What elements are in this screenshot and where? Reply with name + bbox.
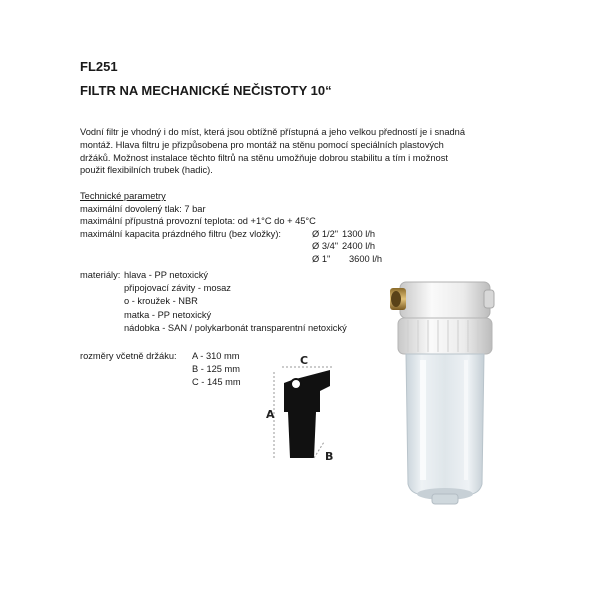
dimension-value: C - 145 mm bbox=[192, 376, 241, 387]
capacity-size: Ø 1/2" bbox=[312, 228, 339, 239]
capacity-size: Ø 3/4" bbox=[312, 241, 339, 252]
filter-head bbox=[400, 282, 490, 318]
filter-photo bbox=[384, 278, 504, 518]
capacity-row bbox=[80, 253, 383, 266]
inlet-opening bbox=[391, 291, 401, 307]
transparent-bowl bbox=[406, 354, 484, 494]
filter-bracket-shape bbox=[284, 370, 330, 391]
technical-heading: Technické parametry bbox=[80, 191, 166, 201]
dimension-c-letter: C bbox=[300, 354, 309, 367]
capacity-size: Ø 1" bbox=[312, 253, 331, 264]
material-item: matka - PP netoxický bbox=[124, 309, 212, 320]
max-pressure: maximální dovolený tlak: 7 bar bbox=[80, 203, 206, 214]
description-line: držáků. Možnost instalace těchto filtrů na stěnu umožňuje dobrou stabilitu a tím i možnost bbox=[80, 152, 448, 163]
product-description bbox=[80, 126, 520, 177]
material-item: připojovací závity - mosaz bbox=[124, 283, 231, 294]
materials-label: materiály: bbox=[80, 270, 121, 280]
material-item: nádobka - SAN / polykarbonát transparentní netoxický bbox=[124, 322, 347, 333]
description-line: montáž. Hlava filtru je přizpůsobena pro montáž na stěnu pomocí speciálních plastových bbox=[80, 139, 444, 150]
dimension-diagram bbox=[264, 350, 344, 466]
description-line: použit flexibilních trubek (hadic). bbox=[80, 165, 213, 176]
material-item: o - kroužek - NBR bbox=[124, 296, 198, 307]
dimension-b-letter: B bbox=[325, 450, 334, 463]
technical-parameters bbox=[80, 190, 383, 266]
drain-plug bbox=[432, 494, 458, 504]
description-line: Vodní filtr je vhodný i do míst, která jsou obtížně přístupná a jeho velkou předností je i snadná bbox=[80, 127, 466, 137]
product-title: FILTR NA MECHANICKÉ NEČISTOTY 10“ bbox=[80, 83, 332, 98]
capacity-flow: 3600 l/h bbox=[349, 253, 383, 264]
max-temperature: maximální přípustná provozní teplota: od +1°C do + 45°C bbox=[80, 216, 316, 227]
bowl-highlight bbox=[464, 360, 468, 480]
dimension-value: B - 125 mm bbox=[192, 363, 241, 374]
dimensions-label: rozměry včetně držáku: bbox=[80, 351, 177, 361]
filter-bowl-shape bbox=[288, 412, 316, 458]
capacity-row bbox=[80, 228, 376, 241]
product-code: FL251 bbox=[80, 59, 118, 74]
bowl-highlight bbox=[420, 360, 426, 480]
capacity-flow: 1300 l/h bbox=[342, 228, 376, 239]
capacity-row bbox=[80, 240, 376, 253]
filter-port-shape bbox=[291, 379, 301, 389]
dimension-a-letter: A bbox=[266, 408, 275, 421]
filter-head-shape bbox=[284, 391, 320, 412]
capacity-flow: 2400 l/h bbox=[342, 241, 376, 252]
outlet-port bbox=[484, 290, 494, 308]
material-item: hlava - PP netoxický bbox=[124, 270, 209, 280]
capacity-label: maximální kapacita prázdného filtru (bez vložky): bbox=[80, 228, 281, 239]
dimension-b-line bbox=[314, 442, 324, 458]
dimension-value: A - 310 mm bbox=[192, 351, 240, 361]
